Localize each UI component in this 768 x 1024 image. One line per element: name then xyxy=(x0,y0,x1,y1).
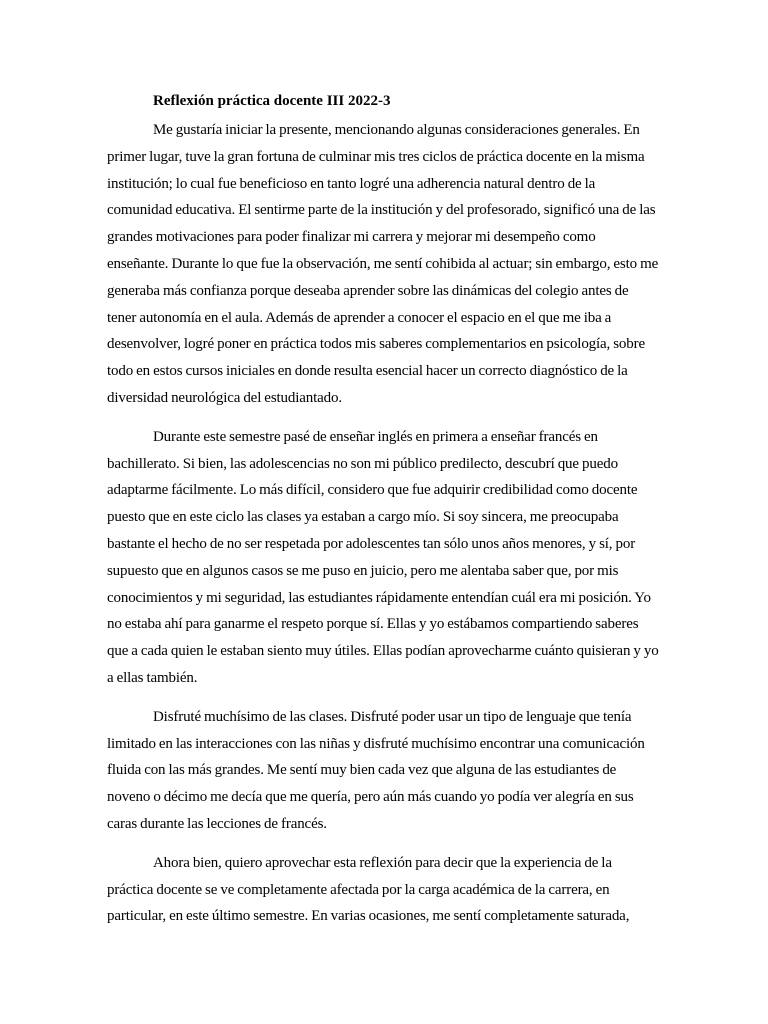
paragraph-3: Disfruté muchísimo de las clases. Disfruté poder usar un tipo de lenguaje que tenía limitado en las interacciones con las niñas y disfruté muchísimo encontrar una comunicación fluida con las más grandes. Me sentí muy bien cada vez que alguna de las estudiantes de noveno o décimo me decía que me quería, pero aún más cuando yo podía ver alegría en sus caras durante las lecciones de francés. xyxy=(107,708,645,832)
paragraph-2: Durante este semestre pasé de enseñar inglés en primera a enseñar francés en bachillerato. Si bien, las adolescencias no son mi público predilecto, descubrí que puedo adaptarme fácilmente. Lo más difícil, considero que fue adquirir credibilidad como docente puesto que en este ciclo las clases ya estaban a cargo mío. Si soy sincera, me preocupaba bastante el hecho de no ser respetada por adolescentes tan sólo unos años menores, y sí, por supuesto que en algunos casos se me puso en juicio, pero me alentaba saber que, por mis conocimientos y mi seguridad, las estudiantes rápidamente entendían cuál era mi posición. Yo no estaba ahí para ganarme el respeto porque sí. Ellas y yo estábamos compartiendo saberes que a cada quien le estaban siento muy útiles. Ellas podían aprovecharme cuánto quisieran y yo a ellas también. xyxy=(107,428,659,686)
paragraph-4: Ahora bien, quiero aprovechar esta reflexión para decir que la experiencia de la práctica docente se ve completamente afectada por la carga académica de la carrera, en particular, en este último semestre. En varias ocasiones, me sentí completamente saturada, xyxy=(107,854,630,925)
document-title: Reflexión práctica docente III 2022-3 xyxy=(153,93,391,109)
paragraph-1: Me gustaría iniciar la presente, mencionando algunas consideraciones generales. En primer lugar, tuve la gran fortuna de culminar mis tres ciclos de práctica docente en la misma institución; lo cual fue beneficioso en tanto logré una adherencia natural dentro de la comunidad educativa. El sentirme parte de la institución y del profesorado, significó una de las grandes motivaciones para poder finalizar mi carrera y mejorar mi desempeño como enseñante. Durante lo que fue la observación, me sentí cohibida al actuar; sin embargo, esto me generaba más confianza porque deseaba aprender sobre las dinámicas del colegio antes de tener autonomía en el aula. Además de aprender a conocer el espacio en el que me iba a desenvolver, logré poner en práctica todos mis saberes complementarios en psicología, sobre todo en estos cursos iniciales en donde resulta esencial hacer un correcto diagnóstico de la diversidad neurológica del estudiantado. xyxy=(107,122,659,406)
